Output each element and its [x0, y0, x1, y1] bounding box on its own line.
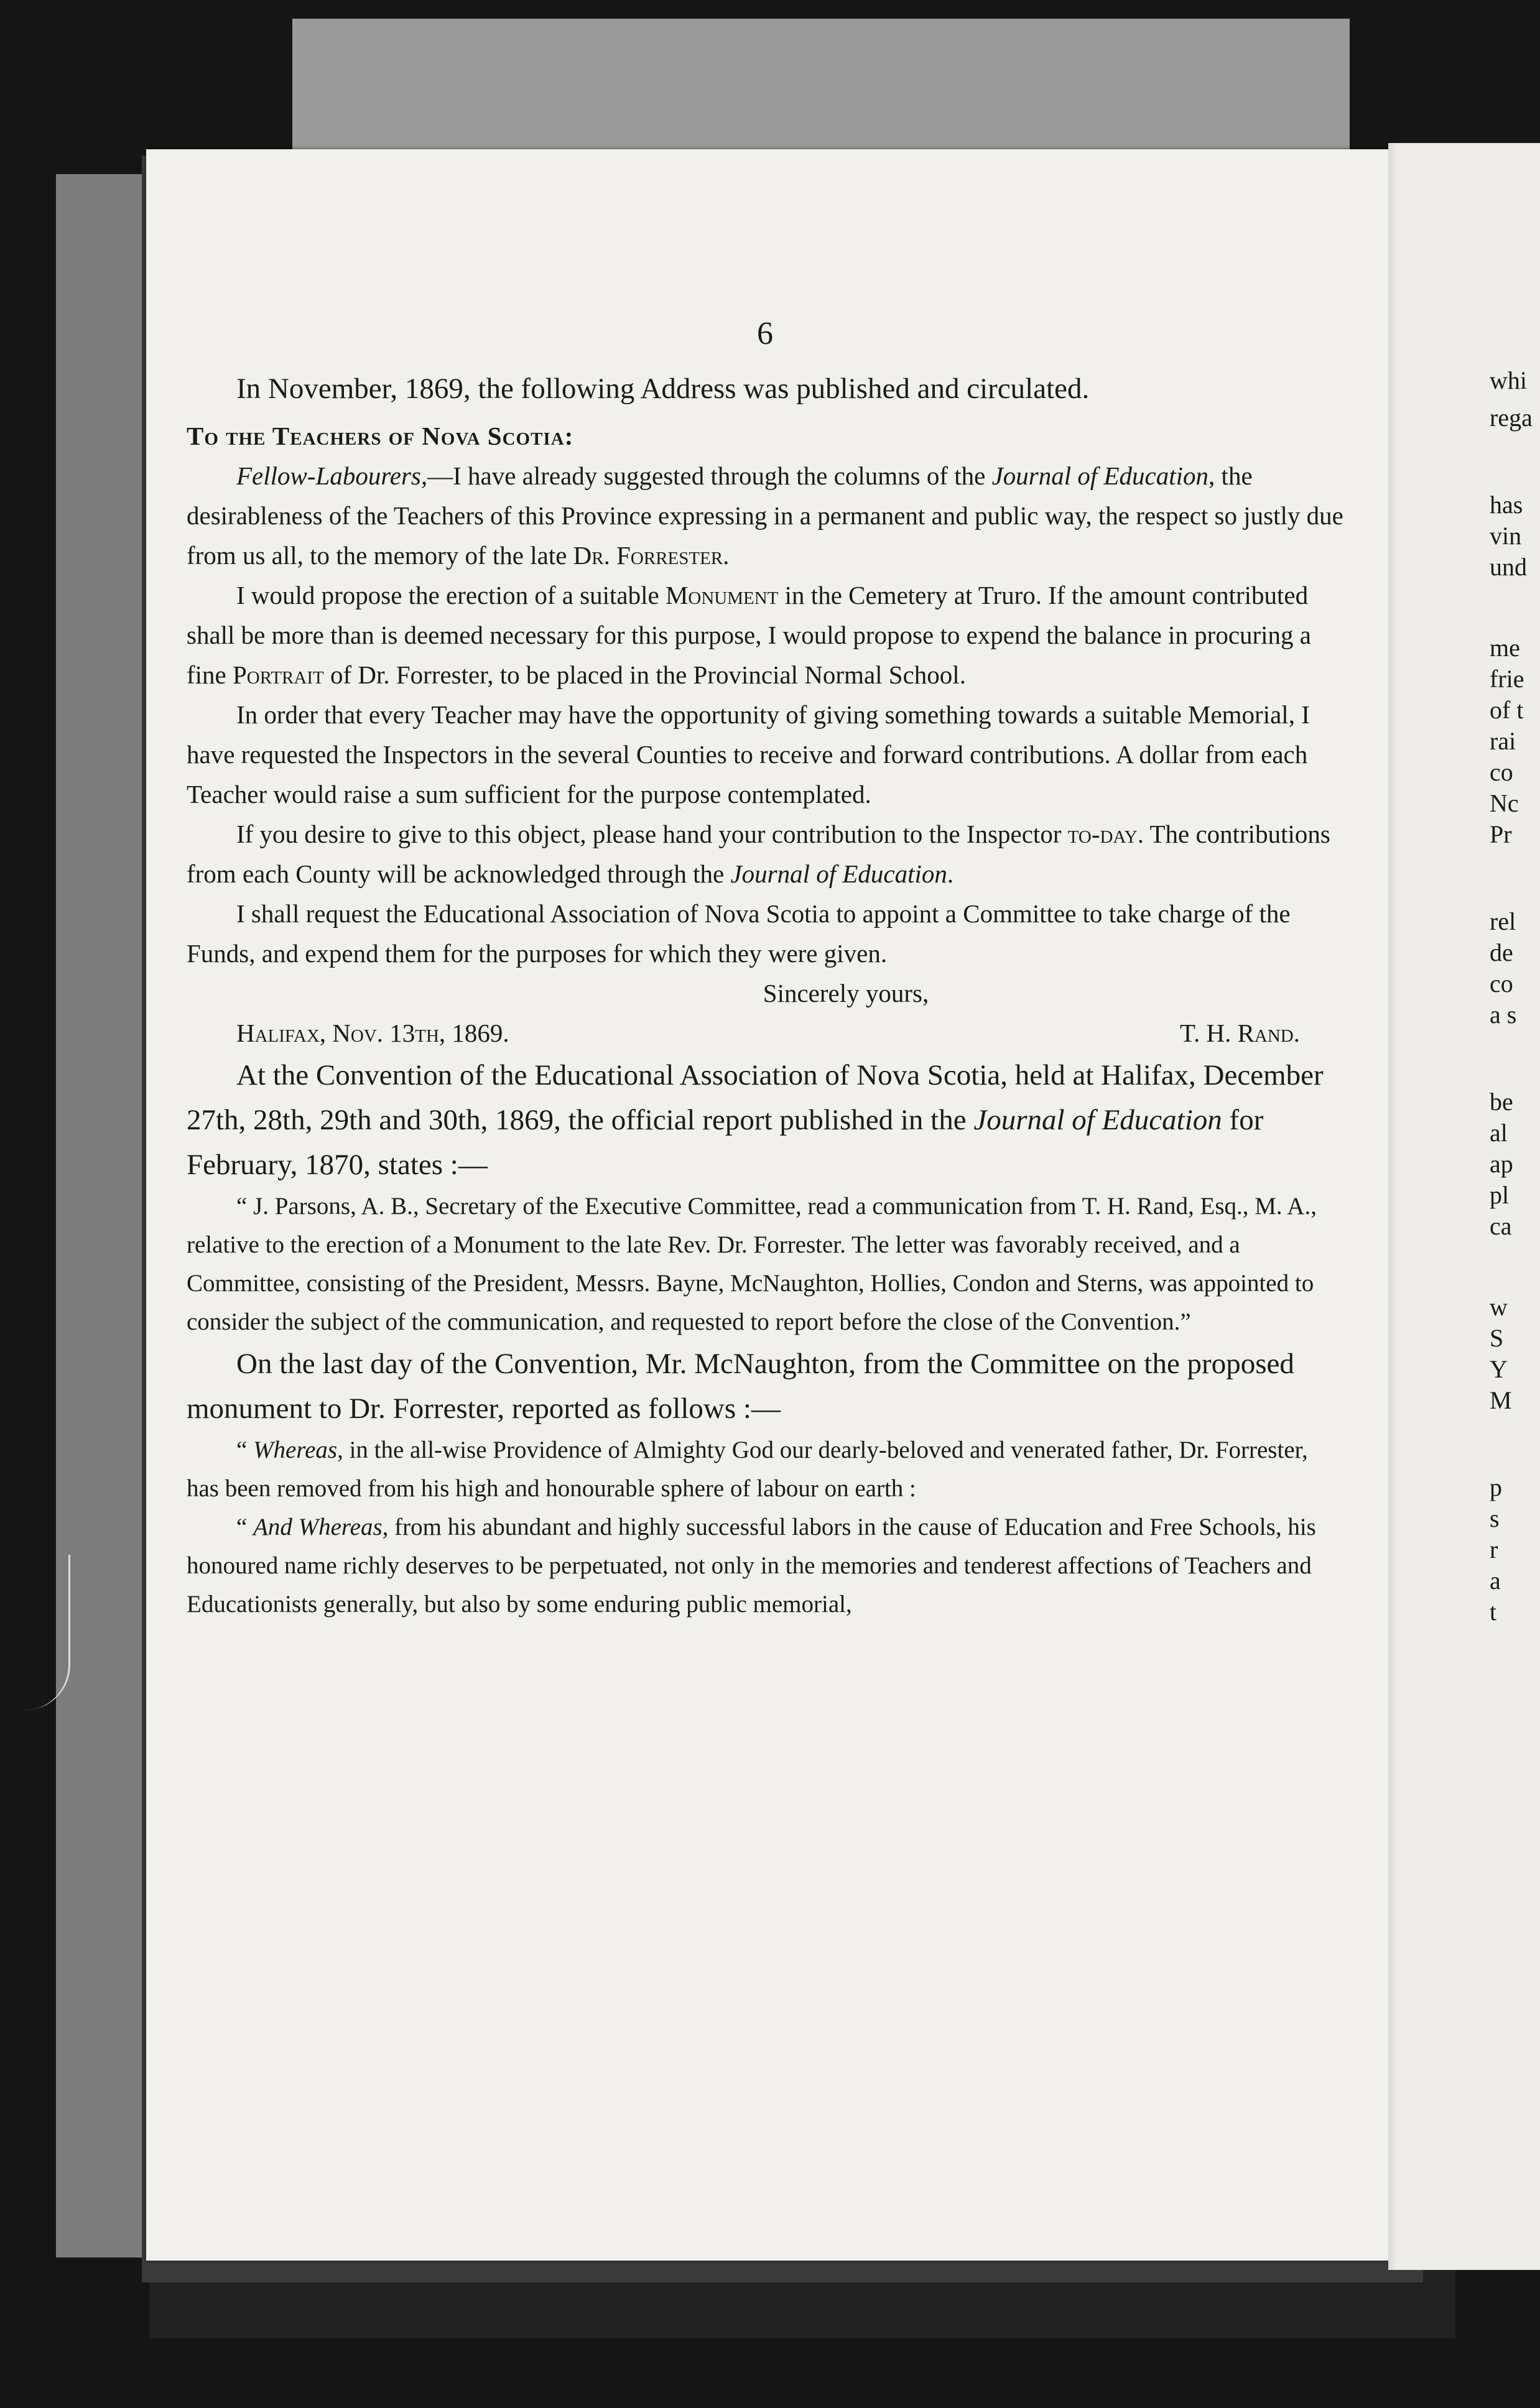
p6-text-b: for February, 1870, states :— — [187, 1104, 1264, 1181]
facing-page-fragment: rel — [1490, 907, 1516, 935]
facing-page-fragment: co — [1490, 970, 1513, 998]
facing-page-fragment: de — [1490, 938, 1513, 966]
page-number: 6 — [757, 316, 773, 351]
place-and-date: Halifax, Nov. 13th, 1869. — [236, 1019, 509, 1047]
journal-title: Journal of Education — [991, 461, 1209, 490]
facing-page-fragment: Y — [1490, 1355, 1508, 1383]
p1-text-end: , the desirableness of the Teachers of this Province expressing in a permanent and public way, the respect so justly due from us all, to the memory of the late — [187, 461, 1343, 570]
intro-paragraph: In November, 1869, the following Address was published and circulated. — [236, 373, 1090, 405]
facing-page-fragment: M — [1490, 1386, 1512, 1414]
facing-page-fragment: und — [1490, 553, 1527, 581]
p2-text-a: I would propose the erection of a suitable — [236, 581, 666, 609]
open-quote: “ — [236, 1437, 254, 1463]
address-paragraph-5: I shall request the Educational Association of Nova Scotia to appoint a Committee to take charge of the Funds, and expend them for the purposes for which they were given. — [187, 899, 1291, 968]
facing-page-fragment: Pr — [1490, 820, 1512, 848]
facing-page-fragment: Nc — [1490, 789, 1519, 817]
facing-page-fragment: t — [1490, 1598, 1497, 1626]
facing-page-fragment: frie — [1490, 665, 1524, 693]
facing-page-fragment: a s — [1490, 1001, 1517, 1029]
whereas-1-text: , in the all-wise Providence of Almighty God our dearly-beloved and venerated father, Dr. Forrester, has been removed from his high and honourable sphere of labour on earth : — [187, 1437, 1308, 1502]
facing-page-fragment: of t — [1490, 696, 1524, 724]
facing-page-fragment: ca — [1490, 1212, 1512, 1240]
fellow-labourers-italic: Fellow-Labourers, — [236, 461, 428, 490]
facing-page-fragment: S — [1490, 1324, 1504, 1352]
p6-text-a: At the Convention of the Educational Association of Nova Scotia, held at Halifax, December 27th, 28th, 29th and 30th, 1869, the official report published in the — [187, 1059, 1324, 1136]
convention-paragraph — [187, 1053, 1343, 1187]
journal-title: Journal of Education — [730, 859, 947, 888]
facing-page-fragment: a — [1490, 1567, 1501, 1595]
p4-text-a: If you desire to give to this object, please hand your contribution to the Inspector — [236, 820, 1068, 848]
and-whereas-word: And Whereas — [253, 1514, 383, 1540]
resolution-whereas-2 — [187, 1508, 1343, 1624]
resolution-whereas-1 — [187, 1431, 1343, 1508]
facing-page-fragment: al — [1490, 1119, 1508, 1147]
facing-page-fragment: co — [1490, 758, 1513, 786]
address-paragraph-4: If you desire to give to this object, please hand your contribution to the Inspector to-day. The contributions from each County will be acknowledged through the Journal of Education. — [187, 820, 1330, 888]
today-word: to-day — [1067, 820, 1138, 848]
journal-title: Journal of Education — [973, 1104, 1222, 1136]
signature: T. H. Rand. — [1179, 1019, 1300, 1047]
facing-page-fragment: w — [1490, 1293, 1508, 1321]
facing-page-fragment: be — [1490, 1088, 1513, 1116]
facing-page-fragment: pl — [1490, 1181, 1510, 1209]
facing-page-fragment: ap — [1490, 1150, 1513, 1178]
p1-text: —I have already suggested through the columns of the — [427, 461, 992, 490]
whereas-word: Whereas — [253, 1437, 338, 1463]
signoff-row — [187, 1013, 1343, 1053]
right-page — [1396, 143, 1540, 2270]
portrait-word: Portrait — [233, 660, 324, 689]
address-paragraph-1: Fellow-Labourers,—I have already suggested through the columns of the Journal of Education, the desirableness of the Teachers of this Province expressing in a permanent and public way, the respect so justly due from us all, to the memory of the late Dr. Forrester. — [187, 461, 1343, 570]
open-quote: “ — [236, 1514, 254, 1540]
closing-sincerely: Sincerely yours, — [763, 979, 929, 1007]
facing-page-fragment: p — [1490, 1473, 1502, 1501]
dr-forrester-name: Dr. Forrester — [573, 541, 723, 570]
facing-page-fragment: r — [1490, 1535, 1498, 1563]
monument-word: Monument — [665, 581, 779, 609]
quoted-report-1: “ J. Parsons, A. B., Secretary of the Executive Committee, read a communication from T. H. Rand, Esq., M. A., relative to the erection of a Monument to the late Rev. Dr. Forrester. The letter was favorably received, and a Committee, consisting of the President, Messrs. Bayne, McNaughton, Hollies, Condon and Sterns, was appointed to consider the subject of the communication, and requested to report before the close of the Convention.” — [187, 1193, 1317, 1335]
page-text — [187, 249, 1343, 1624]
address-paragraph-3: In order that every Teacher may have the opportunity of giving something towards a suitable Memorial, I have requested the Inspectors in the several Counties to receive and forward contributions. A dollar from each Teacher would raise a sum sufficient for the purpose contemplated. — [187, 700, 1310, 808]
facing-page-fragment: rai — [1490, 727, 1516, 755]
last-day-paragraph: On the last day of the Convention, Mr. McNaughton, from the Committee on the proposed monument to Dr. Forrester, reported as follows :— — [187, 1348, 1294, 1425]
address-paragraph-2 — [187, 575, 1343, 695]
p2-text-c: of Dr. Forrester, to be placed in the Provincial Normal School. — [323, 660, 966, 689]
p4-text-b: . The contributions from each County will be acknowledged through the — [187, 820, 1330, 888]
facing-page-fragment: me — [1490, 634, 1520, 662]
whereas-2-text: , from his abundant and highly successful labors in the cause of Education and Free Schools, his honoured name richly deserves to be perpetuated, not only in the memories and tenderest affections of Teachers and Educationists generally, but also by some enduring public memorial, — [187, 1514, 1316, 1618]
salutation: To the Teachers of Nova Scotia: — [187, 422, 574, 450]
p2-text-b: in the Cemetery at Truro. If the amount contributed shall be more than is deemed necessary for this purpose, I would propose to expend the balance in procuring a fine — [187, 581, 1312, 689]
facing-page-fragment: whi — [1490, 366, 1527, 394]
facing-page-fragment: vin — [1490, 522, 1522, 550]
facing-page-fragment: s — [1490, 1504, 1500, 1532]
paper-crease-mark — [25, 1555, 70, 1710]
facing-page-fragment: has — [1490, 491, 1523, 519]
facing-page-fragment: rega — [1490, 404, 1533, 432]
